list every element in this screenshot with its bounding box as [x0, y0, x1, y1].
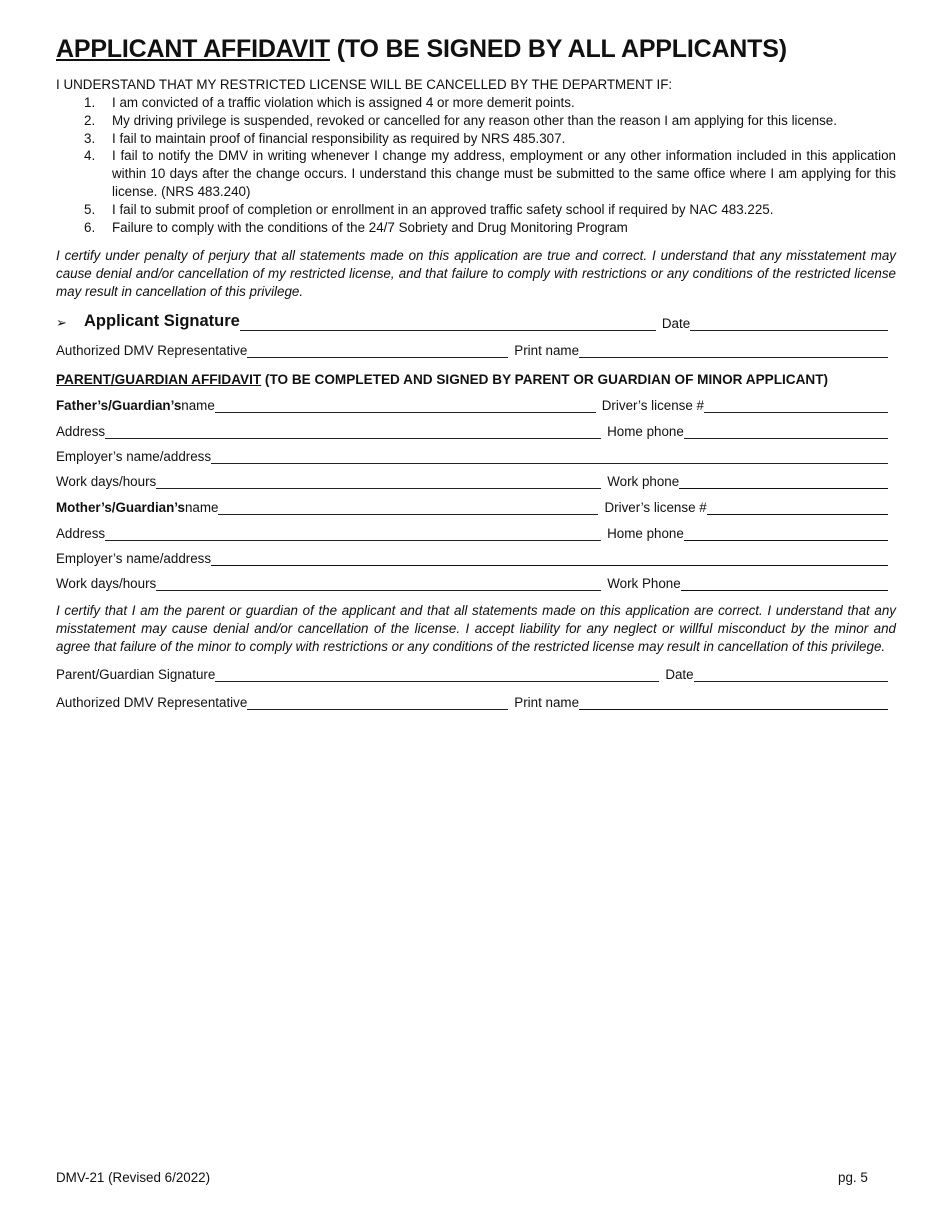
- print-name-label: Print name: [514, 343, 580, 358]
- print-name-field[interactable]: [579, 346, 888, 358]
- condition-text: I fail to notify the DMV in writing whenever I change my address, employment or any other information included in this application within 10 days after the change occurs. I understand this change must be submitted to the same office where I am applying for this license. (NRS 483.240): [112, 148, 896, 199]
- dmv-rep-label: Authorized DMV Representative: [56, 343, 248, 358]
- mother-label: Mother’s/Guardian’s: [56, 500, 185, 515]
- condition-text: I fail to maintain proof of financial responsibility as required by NRS 485.307.: [112, 130, 566, 146]
- condition-number: 2.: [84, 112, 96, 128]
- condition-item: [56, 112, 896, 130]
- condition-item: [56, 130, 896, 148]
- condition-text: I am convicted of a traffic violation which is assigned 4 or more demerit points.: [112, 95, 575, 110]
- page-number: pg. 5: [838, 1170, 868, 1185]
- father-name-row: [56, 398, 888, 413]
- condition-text: Failure to comply with the conditions of the 24/7 Sobriety and Drug Monitoring Program: [112, 219, 628, 235]
- father-work-phone-field[interactable]: [679, 477, 888, 489]
- mother-work-row: [56, 576, 888, 591]
- applicant-date-field[interactable]: [690, 319, 888, 331]
- parent-affidavit-heading: [56, 372, 828, 387]
- applicant-certification: I certify under penalty of perjury that all statements made on this application are true and correct. I understand that any misstatement may cause denial and/or cancellation of my restricted license, and that failure to comply with restrictions or any conditions of the restricted license may result in cancellation of this privilege.: [56, 248, 896, 299]
- condition-text: I fail to submit proof of completion or enrollment in an approved traffic safety school if required by NAC 483.225.: [112, 201, 774, 217]
- father-license-field[interactable]: [704, 401, 888, 413]
- condition-number: 5.: [84, 201, 96, 217]
- father-address-row: [56, 424, 888, 439]
- condition-item: [56, 219, 896, 237]
- condition-item: [56, 147, 896, 200]
- parent-signature-field[interactable]: [215, 670, 659, 682]
- father-name-field[interactable]: [215, 401, 596, 413]
- father-work-phone-label: Work phone: [607, 474, 680, 489]
- mother-address-label: Address: [56, 526, 106, 541]
- page-title: [56, 35, 787, 64]
- mother-work-days-label: Work days/hours: [56, 576, 157, 591]
- applicant-date-label: Date: [661, 316, 691, 331]
- conditions-list: [56, 94, 896, 236]
- applicant-signature-label: Applicant Signature: [84, 312, 240, 330]
- parent-print-name-field[interactable]: [579, 698, 888, 710]
- mother-license-label: Driver’s license #: [604, 500, 707, 515]
- applicant-signature-field[interactable]: [240, 319, 656, 331]
- arrow-bullet-icon: ➢: [56, 315, 67, 330]
- parent-certification: I certify that I am the parent or guardian of the applicant and that all statements made on this application are correct. I understand that any misstatement may cause denial and/or cancellation of the license. I accept liability for any neglect or willful misconduct by the minor and agree that failure of the minor to comply with restrictions or any conditions of the restricted license may result in cancellation of this privilege.: [56, 603, 896, 654]
- title-underlined: APPLICANT AFFIDAVIT: [56, 35, 330, 63]
- mother-address-field[interactable]: [105, 529, 601, 541]
- father-license-label: Driver’s license #: [601, 398, 704, 413]
- father-work-days-label: Work days/hours: [56, 474, 157, 489]
- father-work-row: [56, 474, 888, 489]
- mother-work-phone-label: Work Phone: [607, 576, 681, 591]
- parent-date-field[interactable]: [694, 670, 888, 682]
- parent-date-label: Date: [665, 667, 694, 682]
- parent-heading-underlined: PARENT/GUARDIAN AFFIDAVIT: [56, 372, 262, 387]
- father-name-label: name: [181, 398, 215, 413]
- father-home-phone-field[interactable]: [684, 427, 888, 439]
- father-employer-row: [56, 449, 888, 464]
- parent-dmv-rep-field[interactable]: [247, 698, 508, 710]
- mother-address-row: [56, 526, 888, 541]
- father-address-label: Address: [56, 424, 106, 439]
- parent-signature-row: [56, 667, 888, 682]
- mother-name-label: name: [184, 500, 219, 515]
- parent-dmv-rep-label: Authorized DMV Representative: [56, 695, 248, 710]
- dmv-rep-field[interactable]: [247, 346, 508, 358]
- mother-home-phone-field[interactable]: [684, 529, 888, 541]
- mother-employer-row: [56, 551, 888, 566]
- parent-dmv-rep-row: [56, 695, 888, 710]
- condition-number: 3.: [84, 130, 96, 146]
- father-employer-label: Employer’s name/address: [56, 449, 212, 464]
- father-label: Father’s/Guardian’s: [56, 398, 182, 413]
- father-employer-field[interactable]: [211, 452, 888, 464]
- mother-work-phone-field[interactable]: [681, 579, 888, 591]
- condition-item: [56, 201, 896, 219]
- condition-item: [56, 94, 896, 112]
- conditions-heading: I UNDERSTAND THAT MY RESTRICTED LICENSE WILL BE CANCELLED BY THE DEPARTMENT IF:: [56, 77, 673, 92]
- parent-heading-rest: (TO BE COMPLETED AND SIGNED BY PARENT OR GUARDIAN OF MINOR APPLICANT): [261, 372, 829, 387]
- mother-license-field[interactable]: [707, 503, 888, 515]
- mother-employer-label: Employer’s name/address: [56, 551, 212, 566]
- father-home-phone-label: Home phone: [607, 424, 684, 439]
- applicant-signature-row: [56, 312, 888, 331]
- mother-name-row: [56, 500, 888, 515]
- mother-work-days-field[interactable]: [156, 579, 601, 591]
- condition-text: My driving privilege is suspended, revoked or cancelled for any reason other than the reason I am applying for this license.: [112, 112, 837, 128]
- parent-print-name-label: Print name: [514, 695, 580, 710]
- title-rest: (TO BE SIGNED BY ALL APPLICANTS): [329, 35, 787, 63]
- father-work-days-field[interactable]: [156, 477, 601, 489]
- parent-signature-label: Parent/Guardian Signature: [56, 667, 216, 682]
- form-id: DMV-21 (Revised 6/2022): [56, 1170, 211, 1185]
- mother-employer-field[interactable]: [211, 554, 888, 566]
- condition-number: 1.: [84, 95, 96, 110]
- father-address-field[interactable]: [105, 427, 601, 439]
- applicant-dmv-rep-row: [56, 343, 888, 358]
- condition-number: 6.: [84, 219, 96, 235]
- condition-number: 4.: [84, 148, 96, 164]
- mother-name-field[interactable]: [218, 503, 598, 515]
- mother-home-phone-label: Home phone: [607, 526, 684, 541]
